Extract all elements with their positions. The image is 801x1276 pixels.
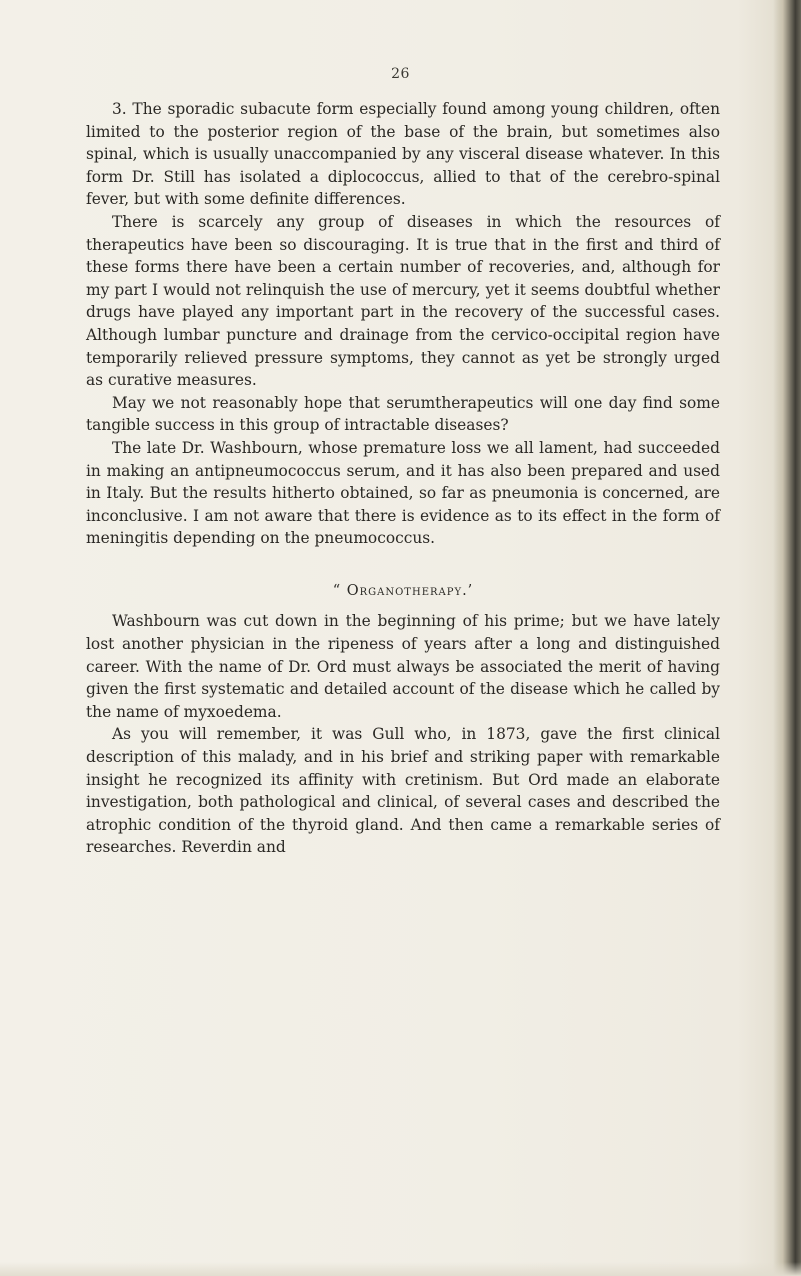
page-edge-shadow <box>773 0 801 1276</box>
page-number: 26 <box>391 66 410 82</box>
paragraph-therapeutics: There is scarcely any group of diseases in which the resources of therapeutics have been so discouraging. It is true that in the first and third of these forms there have been a certain number of recoveries, and, although for my part I would not relinquish the use of mercury, yet it seems doubtful whether drugs have played any important part in the recovery of the successful cases. Although lumbar puncture and drainage from the cervico-occipital region have temporarily relieved pressure symptoms, they cannot as yet be strongly urged as curative measures. <box>86 212 720 390</box>
paragraph-washbourn-serum: The late Dr. Washbourn, whose premature loss we all lament, had succeeded in making an antipneumococcus serum, and it has also been prepared and used in Italy. But the results hitherto obtained, so far as pneumonia is concerned, are inconclusive. I am not aware that there is evidence as to its effect in the form of meningitis depending on the pneumococcus. <box>86 438 720 548</box>
paragraph-sporadic-form: 3. The sporadic subacute form especially found among young children, often limited to the posterior region of the base of the brain, but sometimes also spinal, which is usually unaccompanied by any visceral disease whatever. In this form Dr. Still has isolated a diplococcus, allied to that of the cerebro-spinal fever, but with some definite differences. <box>86 100 720 209</box>
paragraph-dr-ord: Washbourn was cut down in the beginning of his prime; but we have lately lost another physician in the ripeness of years after a long and distinguished career. With the name of Dr. Ord must always be associated the merit of having given the first systematic and detailed account of the disease which he called by the name of myxoedema. <box>86 612 720 721</box>
paragraph-serumtherapeutics: May we not reasonably hope that serumtherapeutics will one day find some tangible success in this group of intractable diseases? <box>86 393 720 435</box>
section-heading-organotherapy: “ Organotherapy.’ <box>332 582 474 599</box>
body-text <box>86 98 720 859</box>
bottom-edge-shadow <box>0 1262 801 1276</box>
paragraph-gull: As you will remember, it was Gull who, in 1873, gave the first clinical description of this malady, and in his brief and striking paper with remarkable insight he recognized its affinity with cretinism. But Ord made an elaborate investigation, both pathological and clinical, of several cases and described the atrophic condition of the thyroid gland. And then came a remarkable series of researches. Reverdin and <box>86 725 720 857</box>
